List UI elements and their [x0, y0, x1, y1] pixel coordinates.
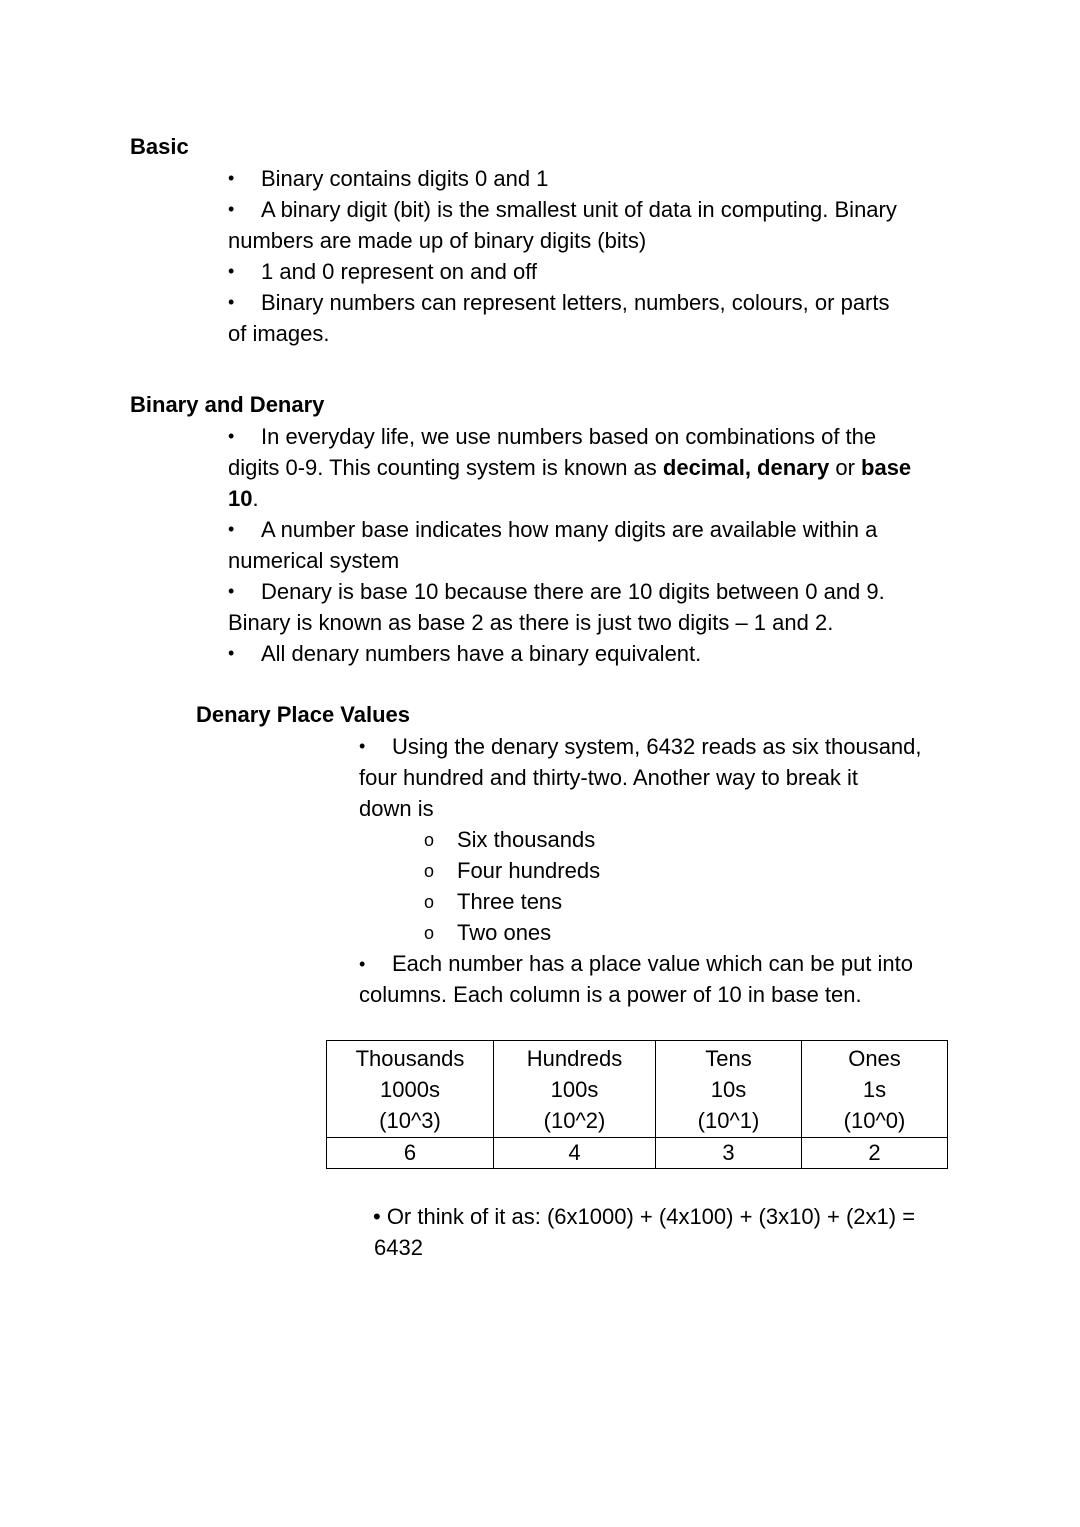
table-header-row: [327, 1041, 948, 1138]
basic-item-1: Binary contains digits 0 and 1: [261, 166, 549, 191]
circle-bullet-icon: o: [424, 892, 435, 912]
table-header-cell-tens: Tens 10s (10^1): [656, 1041, 802, 1138]
table-cell-thousands-value: 6: [327, 1138, 494, 1169]
table-cell-tens-value: 3: [656, 1138, 802, 1169]
binary-denary-item-1-line-3: 10.: [228, 486, 259, 511]
denary-place-item-2-line-2: columns. Each column is a power of 10 in base ten.: [359, 982, 862, 1007]
term-decimal-denary: decimal, denary: [662, 455, 830, 480]
bullet-icon: •: [228, 168, 235, 188]
basic-item-4-line-2: of images.: [228, 321, 330, 346]
bullet-icon: •: [228, 519, 235, 539]
sub-item-two-ones: Two ones: [457, 920, 552, 945]
basic-item-2-line-2: numbers are made up of binary digits (bits): [228, 228, 647, 253]
basic-item-2-line-1: A binary digit (bit) is the smallest unit of data in computing. Binary: [261, 197, 897, 222]
bullet-icon: •: [228, 426, 235, 446]
binary-denary-item-1-line-1: In everyday life, we use numbers based on combinations of the: [261, 424, 877, 449]
circle-bullet-icon: o: [424, 830, 435, 850]
term-10: 10: [228, 486, 253, 511]
binary-denary-item-3-line-2: Binary is known as base 2 as there is just two digits – 1 and 2.: [228, 610, 834, 635]
denary-place-item-2-line-1: Each number has a place value which can be put into: [392, 951, 913, 976]
sub-item-three-tens: Three tens: [457, 889, 563, 914]
binary-denary-item-2-line-2: numerical system: [228, 548, 400, 573]
denary-place-item-1-line-3: down is: [359, 796, 434, 821]
circle-bullet-icon: o: [424, 861, 435, 881]
table-cell-hundreds-value: 4: [494, 1138, 656, 1169]
section-heading-binary-denary: Binary and Denary: [130, 392, 325, 417]
table-header-cell-hundreds: Hundreds 100s (10^2): [494, 1041, 656, 1138]
binary-denary-item-2-line-1: A number base indicates how many digits are available within a: [261, 517, 878, 542]
basic-item-4-line-1: Binary numbers can represent letters, numbers, colours, or parts: [261, 290, 890, 315]
bullet-icon: •: [228, 643, 235, 663]
binary-denary-item-3-line-1: Denary is base 10 because there are 10 digits between 0 and 9.: [261, 579, 885, 604]
bullet-icon: •: [228, 581, 235, 601]
sub-item-four-hundreds: Four hundreds: [457, 858, 601, 883]
table-cell-ones-value: 2: [802, 1138, 948, 1169]
binary-denary-item-1-line-2: digits 0-9. This counting system is known as decimal, denary or base: [228, 455, 912, 480]
formula-line-2: 6432: [374, 1235, 423, 1260]
formula-line-1: • Or think of it as: (6x1000) + (4x100) + (3x10) + (2x1) =: [373, 1204, 916, 1229]
table-row: [327, 1138, 948, 1169]
section-heading-basic: Basic: [130, 134, 189, 159]
denary-place-item-1-line-2: four hundred and thirty-two. Another way to break it: [359, 765, 858, 790]
circle-bullet-icon: o: [424, 923, 435, 943]
denary-place-item-1-line-1: Using the denary system, 6432 reads as six thousand,: [392, 734, 922, 759]
section-heading-denary-place-values: Denary Place Values: [196, 702, 411, 727]
bullet-icon: •: [228, 292, 235, 312]
bullet-icon: •: [228, 261, 235, 281]
bullet-icon: •: [359, 736, 366, 756]
bullet-icon: •: [359, 954, 366, 974]
table-header-cell-thousands: Thousands 1000s (10^3): [327, 1041, 494, 1138]
bullet-icon: •: [228, 199, 235, 219]
sub-item-six-thousands: Six thousands: [457, 827, 596, 852]
binary-denary-item-4: All denary numbers have a binary equivalent.: [261, 641, 702, 666]
term-base: base: [861, 455, 912, 480]
place-value-table: [326, 1040, 948, 1169]
basic-item-3: 1 and 0 represent on and off: [261, 259, 538, 284]
table-header-cell-ones: Ones 1s (10^0): [802, 1041, 948, 1138]
